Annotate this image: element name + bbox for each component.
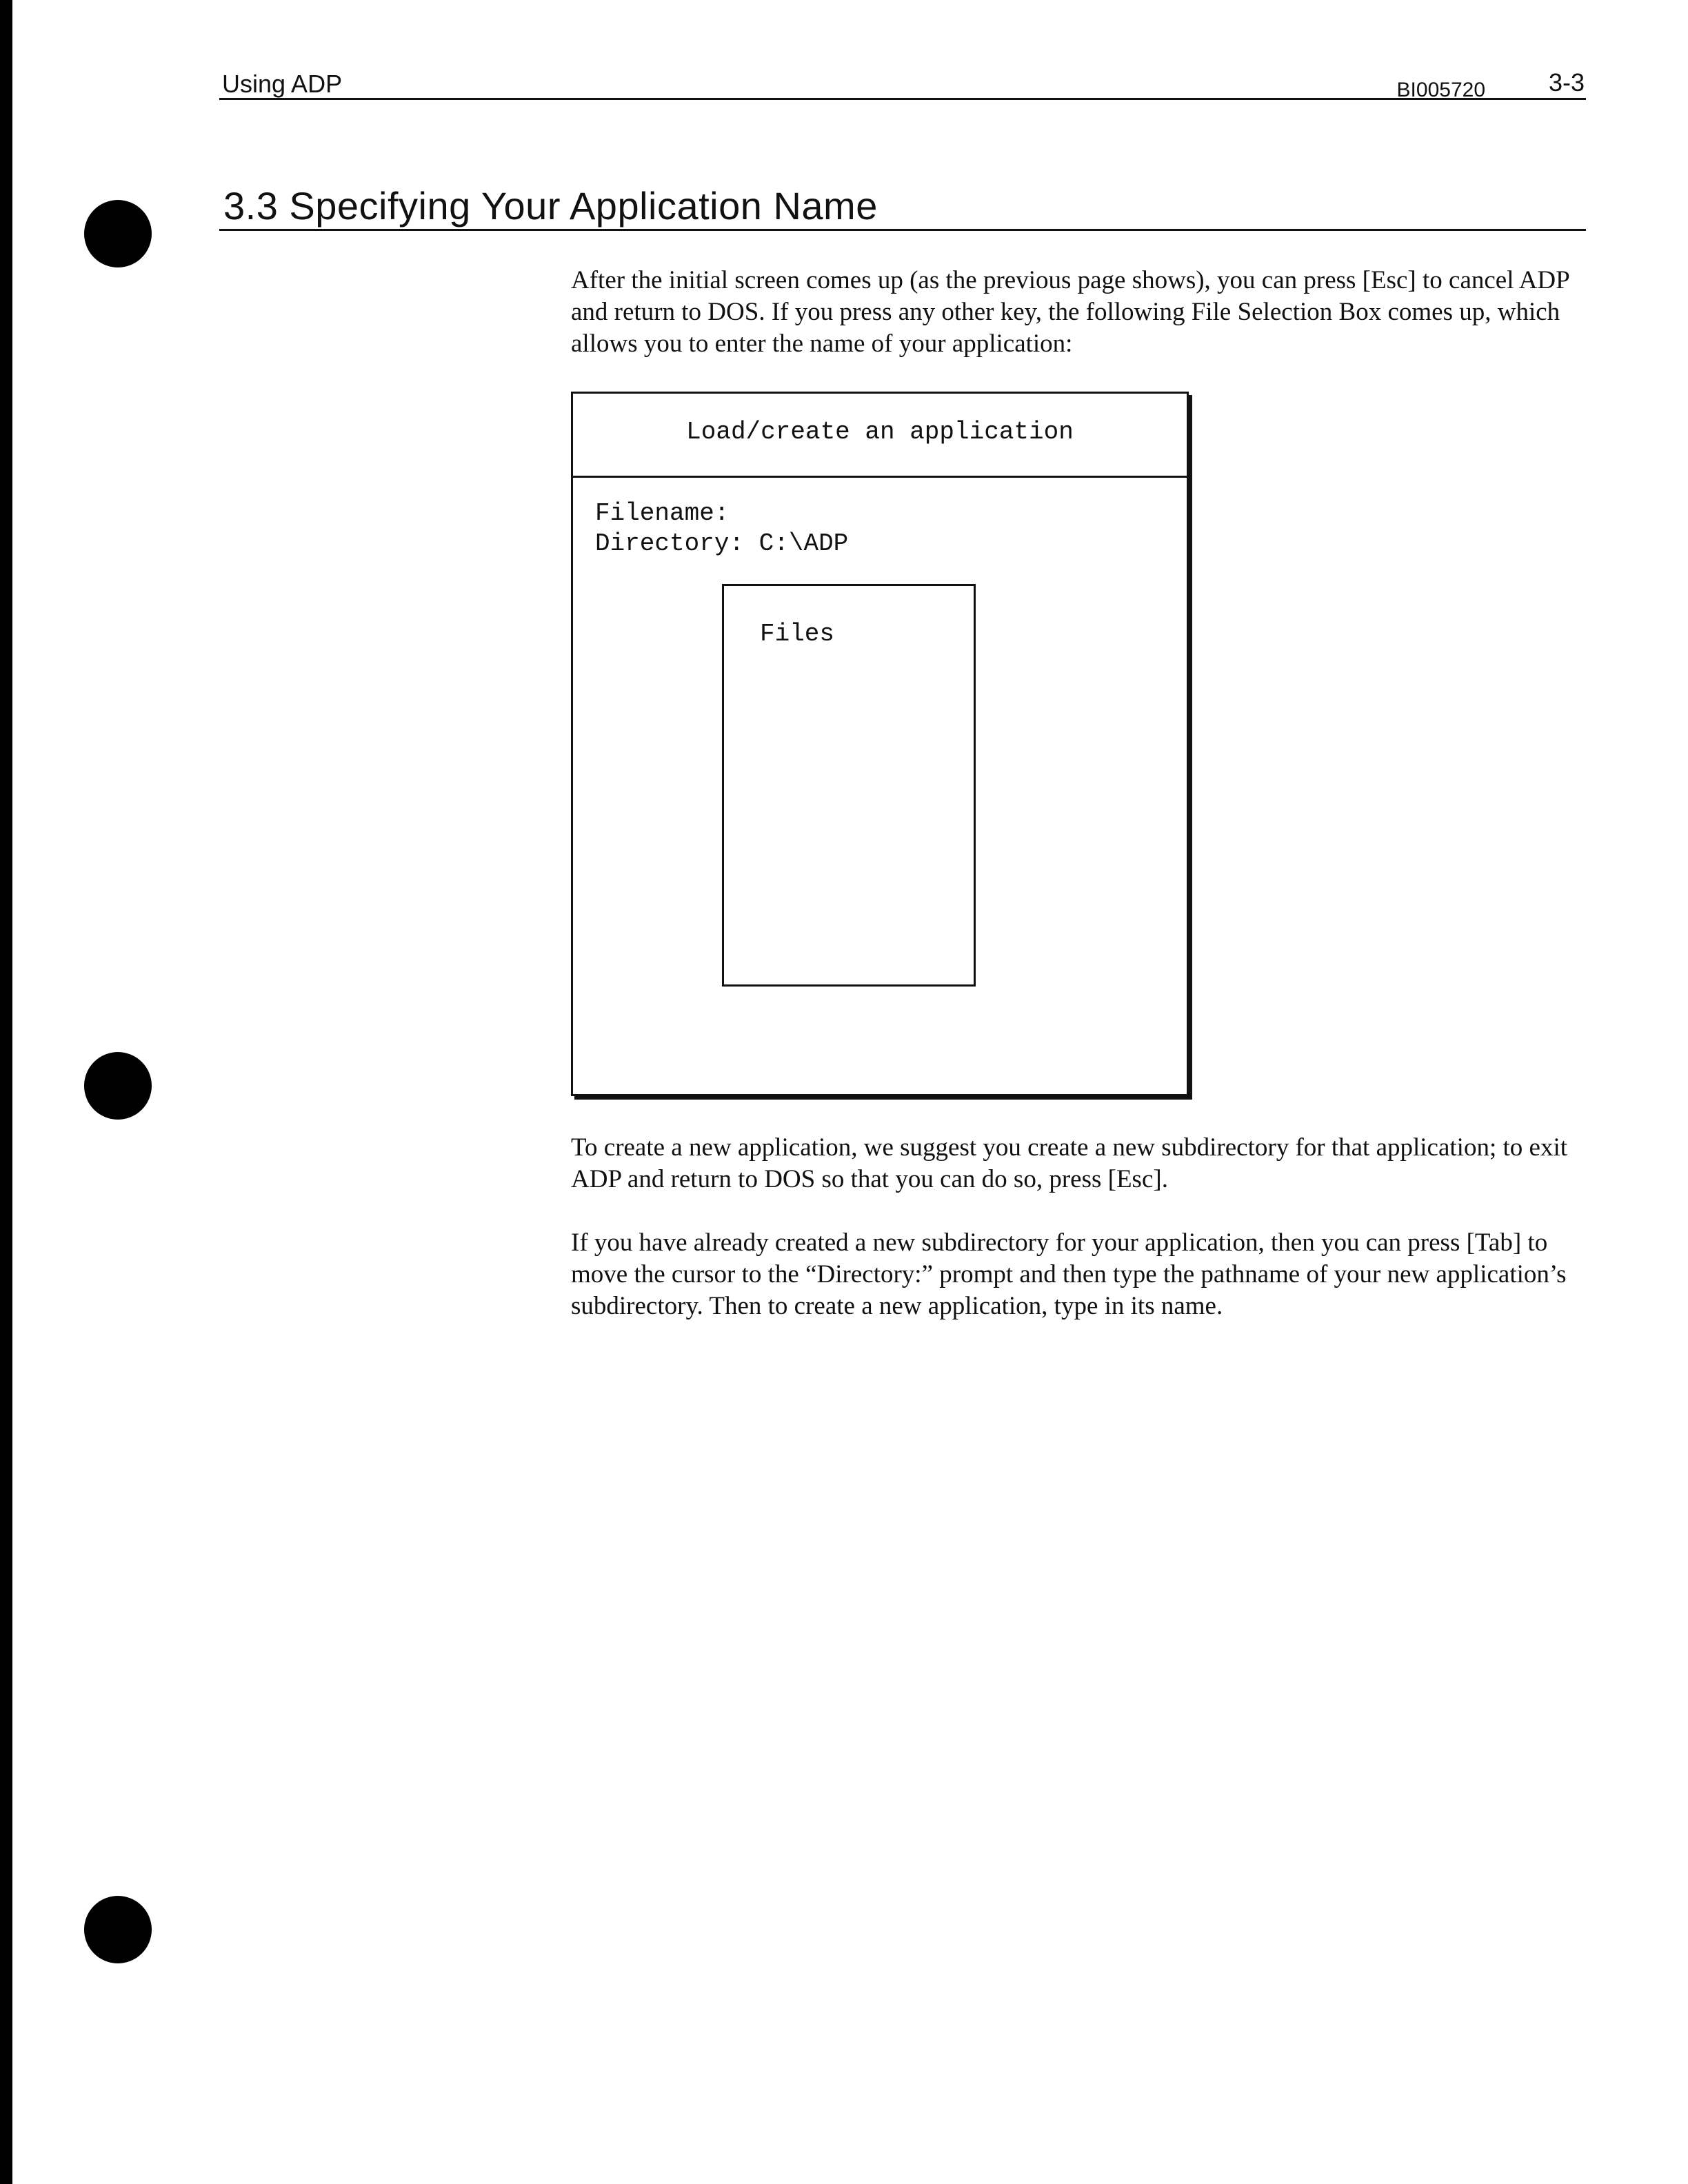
binder-hole (84, 1896, 152, 1963)
running-header (219, 62, 1586, 100)
file-selection-box (571, 392, 1189, 1096)
existing-subdirectory-paragraph: If you have already created a new subdirectory for your application, then you can press [Tab] to move the cursor to the “Directory:” prompt and then type the pathname of your new application’s subdirectory. Then to create a new application, type in its name. (571, 1228, 1567, 1320)
dialog-title: Load/create an application (686, 418, 1074, 446)
create-paragraph: To create a new application, we suggest you create a new subdirectory for that application; to exit ADP and return to DOS so that you can do so, press [Esc]. (571, 1133, 1568, 1193)
files-label: Files (760, 620, 835, 648)
files-list[interactable] (722, 584, 976, 987)
section-title: 3.3 Specifying Your Application Name (223, 184, 878, 228)
filename-label: Filename: (595, 499, 730, 527)
page-number: 3-3 (1548, 68, 1585, 97)
dialog-title-bar (573, 394, 1187, 478)
filename-field[interactable] (595, 498, 729, 529)
binder-hole (84, 200, 152, 267)
section-heading (219, 181, 1586, 231)
header-title: Using ADP (222, 70, 343, 98)
directory-field[interactable] (595, 529, 848, 559)
directory-value: C:\ADP (758, 529, 849, 558)
binder-hole (84, 1052, 152, 1120)
document-code: BI005720 (1396, 79, 1485, 101)
directory-label: Directory: (595, 529, 745, 558)
intro-paragraph: After the initial screen comes up (as the previous page shows), you can press [Esc] to cancel ADP and return to DOS. If you press any other key, the following File Selection Box comes up, which allows you to enter the name of your application: (571, 266, 1569, 358)
scan-edge (0, 0, 12, 2184)
